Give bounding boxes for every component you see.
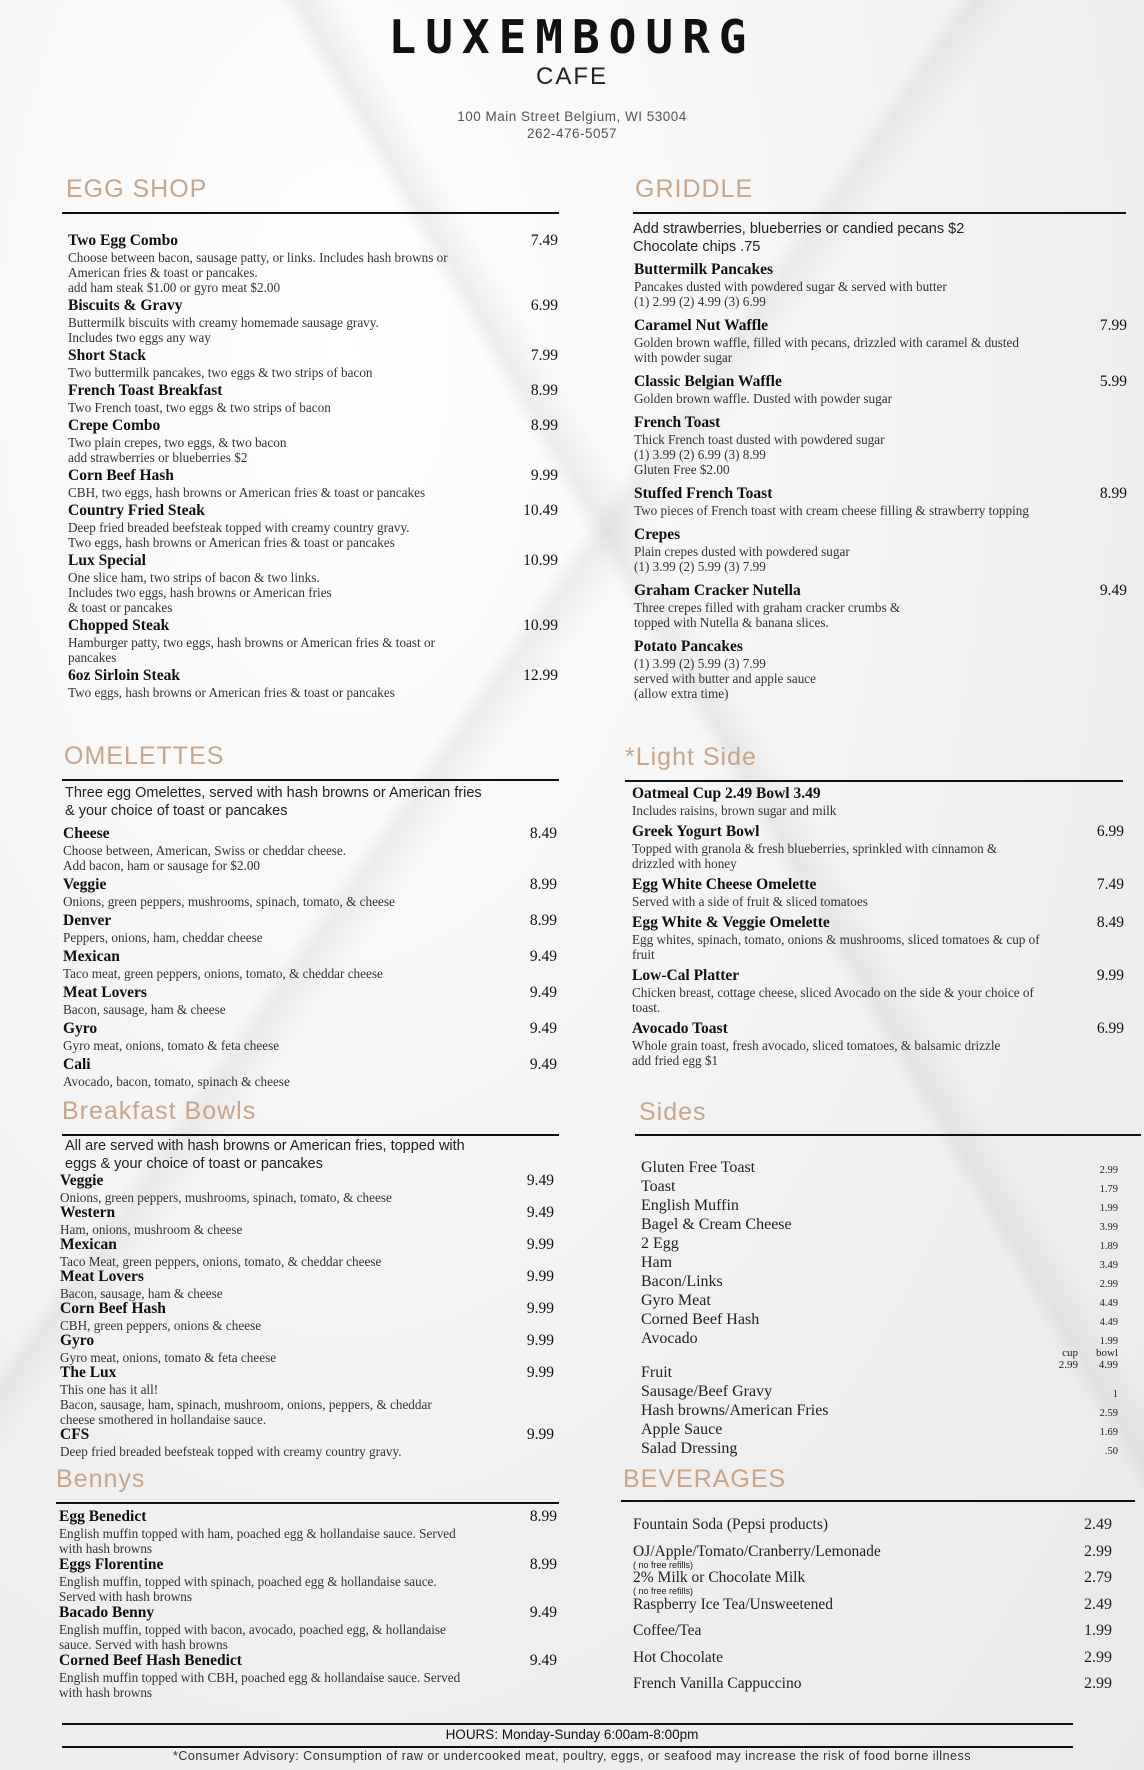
side-price: 1.89: [1099, 1241, 1118, 1252]
menu-item-description: Served with hash browns: [59, 1589, 192, 1604]
section-rule: [62, 1134, 559, 1136]
menu-item: [634, 373, 1127, 406]
menu-item-price: 6.99: [530, 297, 558, 314]
menu-item: [60, 1300, 554, 1333]
menu-item-name: Corn Beef Hash: [68, 467, 174, 484]
menu-item-price: 9.49: [529, 1020, 557, 1037]
bowls-intro: All are served with hash browns or American fries, topped with eggs & your choice of toast or pancakes: [65, 1138, 465, 1172]
menu-item-description: add strawberries or blueberries $2: [68, 450, 248, 465]
side-name: English Muffin: [641, 1197, 739, 1214]
menu-item-description: Gyro meat, onions, tomato & feta cheese: [60, 1350, 277, 1365]
menu-item: [632, 914, 1124, 962]
menu-item-name: Country Fried Steak: [68, 502, 205, 519]
menu-item-description: One slice ham, two strips of bacon & two links.: [68, 570, 320, 585]
menu-item-description: Bacon, sausage, ham & cheese: [60, 1286, 223, 1301]
side-name: Salad Dressing: [641, 1440, 738, 1457]
menu-item-name: Classic Belgian Waffle: [634, 373, 782, 390]
menu-item-description: Golden brown waffle. Dusted with powder sugar: [634, 391, 892, 406]
beverage-note: ( no free refills): [633, 1586, 694, 1596]
menu-item: [60, 1236, 554, 1269]
menu-item-description: with powder sugar: [634, 350, 733, 365]
menu-item: [59, 1604, 557, 1652]
menu-item-price: 9.49: [1099, 582, 1127, 599]
menu-item-description: Plain crepes dusted with powdered sugar: [634, 544, 850, 559]
fruit-cup: cup 2.99: [1058, 1347, 1078, 1371]
menu-item-price: 7.49: [1096, 876, 1124, 893]
menu-item-name: Gyro: [60, 1332, 95, 1349]
menu-item: [68, 617, 558, 665]
side-name: Apple Sauce: [641, 1421, 723, 1438]
menu-item-price: 8.49: [1096, 914, 1124, 931]
section-title-beverages: BEVERAGES: [623, 1465, 787, 1493]
section-title-breakfast-bowls: Breakfast Bowls: [62, 1097, 257, 1125]
menu-item-name: Meat Lovers: [63, 984, 147, 1001]
menu-item-description: add ham steak $1.00 or gyro meat $2.00: [68, 280, 281, 295]
menu-item-name: The Lux: [60, 1364, 117, 1381]
side-row: [641, 1401, 1118, 1420]
side-name: Gyro Meat: [641, 1292, 711, 1309]
menu-item: [68, 467, 558, 500]
side-row: [641, 1420, 1118, 1439]
menu-item: [68, 232, 558, 295]
section-rule: [633, 212, 1126, 214]
menu-item-name: Veggie: [63, 876, 107, 893]
menu-item: [68, 347, 558, 380]
section-rule: [56, 1502, 559, 1504]
side-row: [641, 1215, 1118, 1234]
menu-item-description: sauce. Served with hash browns: [59, 1637, 228, 1652]
menu-item: [634, 638, 1127, 701]
menu-item-price: 7.99: [530, 347, 558, 364]
menu-item-name: Corned Beef Hash Benedict: [59, 1652, 242, 1669]
menu-item-description: (1) 3.99 (2) 5.99 (3) 7.99: [634, 559, 766, 574]
beverage-price: 1.99: [1084, 1622, 1112, 1639]
menu-item-description: Gluten Free $2.00: [634, 462, 730, 477]
section-title-griddle: GRIDDLE: [635, 175, 754, 203]
side-row: [641, 1158, 1118, 1177]
menu-item-price: 8.99: [1099, 485, 1127, 502]
side-price: 2.99: [1099, 1279, 1118, 1290]
menu-item-name: Low-Cal Platter: [632, 967, 740, 984]
side-price: 1.99: [1099, 1203, 1118, 1214]
menu-item: [60, 1364, 554, 1427]
menu-item: [634, 582, 1127, 630]
menu-item-description: (1) 3.99 (2) 5.99 (3) 7.99: [634, 656, 766, 671]
section-rule: [62, 779, 559, 781]
menu-item: [68, 502, 558, 550]
menu-item-description: Includes raisins, brown sugar and milk: [632, 803, 837, 818]
menu-item: [63, 984, 557, 1017]
side-row: [641, 1291, 1118, 1310]
section-title-omelettes: OMELETTES: [64, 742, 225, 770]
menu-item-price: 9.99: [526, 1268, 554, 1285]
menu-item-name: Stuffed French Toast: [634, 485, 773, 502]
menu-item-description: Thick French toast dusted with powdered sugar: [634, 432, 885, 447]
menu-item: [63, 1056, 557, 1089]
menu-item-description: with hash browns: [59, 1685, 153, 1700]
menu-item-description: English muffin topped with ham, poached egg & hollandaise sauce. Served: [59, 1526, 456, 1541]
menu-item-price: 9.99: [526, 1332, 554, 1349]
beverage-name: Raspberry Ice Tea/Unsweetened: [633, 1595, 834, 1613]
menu-item-price: 8.99: [530, 382, 558, 399]
menu-item-price: 9.49: [526, 1172, 554, 1189]
menu-item-name: Avocado Toast: [632, 1020, 728, 1037]
menu-item-name: Cali: [63, 1056, 91, 1073]
menu-item-description: with hash browns: [59, 1541, 153, 1556]
side-price: 2.59: [1099, 1408, 1118, 1419]
section-rule: [621, 1500, 1135, 1502]
beverage-row: [633, 1516, 1112, 1543]
menu-item-description: Add bacon, ham or sausage for $2.00: [63, 858, 261, 873]
menu-item-description: Taco Meat, green peppers, onions, tomato, & cheddar cheese: [60, 1254, 382, 1269]
egg-shop-list: [68, 232, 558, 700]
menu-item-description: Two buttermilk pancakes, two eggs & two strips of bacon: [68, 365, 373, 380]
menu-item-name: Gyro: [63, 1020, 98, 1037]
menu-item-description: fruit: [632, 947, 655, 962]
menu-item-price: 9.49: [526, 1204, 554, 1221]
beverage-price: 2.99: [1084, 1648, 1112, 1666]
menu-item-name: Mexican: [60, 1236, 117, 1253]
side-price: 3.49: [1099, 1260, 1118, 1271]
menu-item-description: cheese smothered in hollandaise sauce.: [60, 1412, 267, 1427]
side-name: Sausage/Beef Gravy: [641, 1383, 773, 1400]
menu-item: [634, 414, 1127, 477]
menu-item-name: Veggie: [60, 1172, 104, 1189]
menu-item-description: CBH, two eggs, hash browns or American fries & toast or pancakes: [68, 485, 426, 500]
menu-item-price: 10.49: [523, 502, 558, 519]
menu-item-price: 8.99: [529, 876, 557, 893]
menu-item-description: Includes two eggs, hash browns or American fries: [68, 585, 332, 600]
menu-item-description: & toast or pancakes: [68, 600, 173, 615]
menu-item-price: 9.99: [526, 1364, 554, 1381]
menu-item: [60, 1332, 554, 1365]
menu-item-price: 9.49: [529, 948, 557, 965]
side-row: [641, 1253, 1118, 1272]
menu-item-description: (1) 2.99 (2) 4.99 (3) 6.99: [634, 294, 766, 309]
menu-item-description: Bacon, sausage, ham & cheese: [63, 1002, 226, 1017]
menu-item-name: Egg White Cheese Omelette: [632, 876, 817, 893]
side-name: Avocado: [641, 1330, 698, 1347]
menu-item-price: 9.49: [529, 1056, 557, 1073]
restaurant-name: LUXEMBOURG: [388, 10, 756, 64]
menu-item-name: Lux Special: [68, 552, 146, 569]
menu-item-price: 8.99: [529, 912, 557, 929]
menu-item-description: served with butter and apple sauce: [634, 671, 816, 686]
menu-item-description: Bacon, sausage, ham, spinach, mushroom, onions, peppers, & cheddar: [60, 1397, 432, 1412]
menu-item-price: 9.99: [526, 1426, 554, 1443]
menu-item: [60, 1426, 554, 1459]
menu-item: [59, 1652, 557, 1700]
side-name: Bacon/Links: [641, 1273, 723, 1290]
menu-item-price: 8.49: [529, 825, 557, 842]
menu-item: [632, 1020, 1124, 1068]
menu-item-description: Two pieces of French toast with cream cheese filling & strawberry topping: [634, 503, 1029, 518]
beverage-price: 2.99: [1084, 1675, 1112, 1692]
section-title-sides: Sides: [639, 1098, 707, 1126]
menu-item-price: 10.99: [523, 552, 558, 569]
menu-item-description: Hamburger patty, two eggs, hash browns or American fries & toast or: [68, 635, 435, 650]
side-row-fruit: Fruit cup 2.99 bowl 4.99: [641, 1347, 1118, 1381]
side-price: 3.99: [1099, 1222, 1118, 1233]
menu-item-description: Includes two eggs any way: [68, 330, 211, 345]
menu-item-description: Onions, green peppers, mushrooms, spinach, tomato, & cheese: [60, 1190, 392, 1205]
beverage-price: 2.99: [1084, 1542, 1112, 1560]
menu-item-name: French Toast Breakfast: [68, 382, 223, 399]
menu-item-name: Greek Yogurt Bowl: [632, 823, 760, 840]
menu-item-name: Crepes: [634, 526, 681, 543]
menu-item-price: 6.99: [1096, 823, 1124, 840]
beverage-name: Fountain Soda (Pepsi products): [633, 1516, 829, 1533]
menu-item: [60, 1204, 554, 1237]
menu-item-description: Two eggs, hash browns or American fries & toast or pancakes: [68, 535, 395, 550]
beverage-row: [633, 1675, 1112, 1702]
beverage-name: OJ/Apple/Tomato/Cranberry/Lemonade: [633, 1542, 881, 1560]
menu-item-description: Two eggs, hash browns or American fries & toast or pancakes: [68, 685, 395, 700]
menu-item-description: Deep fried breaded beefsteak topped with creamy country gravy.: [60, 1444, 402, 1459]
menu-item-name: Crepe Combo: [68, 417, 161, 434]
side-price: 1.79: [1099, 1184, 1118, 1195]
side-price: 2.99: [1099, 1165, 1118, 1176]
menu-item: [634, 526, 1127, 574]
menu-item-description: Chicken breast, cottage cheese, sliced Avocado on the side & your choice of: [632, 985, 1034, 1000]
menu-item-name: Egg Benedict: [59, 1508, 147, 1525]
footer-advisory: *Consumer Advisory: Consumption of raw or undercooked meat, poultry, eggs, or seafood may increase the risk of food borne illness: [173, 1749, 971, 1763]
menu-item-name: Buttermilk Pancakes: [634, 261, 774, 278]
menu-item-price: 12.99: [523, 667, 558, 684]
side-price: 1.99: [1099, 1336, 1118, 1347]
beverage-row: [633, 1622, 1112, 1649]
menu-item-name: Mexican: [63, 948, 120, 965]
menu-item-name: French Toast: [634, 414, 721, 431]
menu-item-description: CBH, green peppers, onions & cheese: [60, 1318, 262, 1333]
menu-item: [68, 417, 558, 465]
menu-item-description: This one has it all!: [60, 1382, 159, 1397]
menu-item: [60, 1268, 554, 1301]
menu-item-price: 8.99: [529, 1508, 557, 1525]
menu-item-description: Ham, onions, mushroom & cheese: [60, 1222, 243, 1237]
omelettes-intro: Three egg Omelettes, served with hash browns or American fries & your choice of toast or pancakes: [65, 785, 482, 819]
griddle-list: [634, 261, 1127, 701]
menu-item-name: Egg White & Veggie Omelette: [632, 914, 830, 931]
side-name: Hash browns/American Fries: [641, 1402, 829, 1419]
menu-item: [632, 823, 1124, 871]
section-rule: [625, 780, 1123, 782]
beverage-name: French Vanilla Cappuccino: [633, 1675, 802, 1692]
section-title-light-side: *Light Side: [625, 743, 757, 771]
menu-item-description: Three crepes filled with graham cracker crumbs &: [634, 600, 901, 615]
menu-item: [59, 1556, 557, 1604]
beverage-row: [633, 1569, 1112, 1596]
menu-item-description: Gyro meat, onions, tomato & feta cheese: [63, 1038, 280, 1053]
restaurant-subtitle: CAFE: [535, 63, 608, 90]
beverage-name: Hot Chocolate: [633, 1648, 723, 1666]
light-side-list: [632, 785, 1124, 1068]
footer-rule-bottom: [62, 1746, 1073, 1748]
menu-item-name: Short Stack: [68, 347, 146, 364]
menu-item-description: drizzled with honey: [632, 856, 737, 871]
menu-item: [634, 317, 1127, 365]
menu-item-name: Denver: [63, 912, 112, 929]
side-row: [641, 1177, 1118, 1196]
menu-item-description: English muffin topped with CBH, poached egg & hollandaise sauce. Served: [59, 1670, 461, 1685]
section-rule: [62, 212, 559, 214]
menu-item-name: Cheese: [63, 825, 110, 842]
menu-item: [68, 552, 558, 615]
menu-item-name: Oatmeal Cup 2.49 Bowl 3.49: [632, 785, 821, 802]
menu-item-description: Deep fried breaded beefsteak topped with creamy country gravy.: [68, 520, 410, 535]
menu-item-price: 5.99: [1099, 373, 1127, 390]
fruit-bowl: bowl 4.99: [1096, 1347, 1118, 1371]
menu-item: [63, 876, 557, 909]
section-title-egg-shop: EGG SHOP: [66, 175, 208, 203]
menu-item-price: 10.99: [523, 617, 558, 634]
menu-item: [634, 261, 1127, 309]
menu-item-description: Golden brown waffle, filled with pecans, drizzled with caramel & dusted: [634, 335, 1020, 350]
menu-item-price: 8.99: [530, 417, 558, 434]
menu-item: [60, 1172, 554, 1205]
menu-item-description: Choose between, American, Swiss or cheddar cheese.: [63, 843, 347, 858]
menu-item-description: pancakes: [68, 650, 117, 665]
side-row: [641, 1310, 1118, 1329]
menu-item: [68, 667, 558, 700]
menu-item-name: Two Egg Combo: [68, 232, 178, 249]
omelettes-list: [63, 825, 557, 1089]
side-price: 4.49: [1099, 1317, 1118, 1328]
menu-item-name: Bacado Benny: [59, 1604, 155, 1621]
menu-item-description: topped with Nutella & banana slices.: [634, 615, 829, 630]
menu-item-name: Biscuits & Gravy: [68, 297, 183, 314]
menu-item-name: Caramel Nut Waffle: [634, 317, 769, 334]
menu-item: [63, 912, 557, 945]
beverage-row: [633, 1596, 1112, 1623]
menu-item-description: Avocado, bacon, tomato, spinach & cheese: [63, 1074, 290, 1089]
menu-item-name: Meat Lovers: [60, 1268, 144, 1285]
menu-item-description: toast.: [632, 1000, 661, 1015]
menu-item-name: Eggs Florentine: [59, 1556, 164, 1573]
menu-item-description: American fries & toast or pancakes.: [68, 265, 258, 280]
side-row: [641, 1272, 1118, 1291]
menu-item: [68, 382, 558, 415]
menu-item-description: Choose between bacon, sausage patty, or links. Includes hash browns or: [68, 250, 448, 265]
menu-item-description: Taco meat, green peppers, onions, tomato, & cheddar cheese: [63, 966, 383, 981]
beverage-price: 2.79: [1084, 1569, 1112, 1586]
menu-item-price: 9.99: [526, 1236, 554, 1253]
section-title-bennys: Bennys: [56, 1465, 146, 1493]
menu-item-price: 9.49: [529, 984, 557, 1001]
side-price: .50: [1104, 1446, 1118, 1457]
menu-item-name: Graham Cracker Nutella: [634, 582, 801, 599]
menu-item: [632, 876, 1124, 909]
menu-item-price: 7.49: [530, 232, 558, 249]
footer-rule-top: [62, 1723, 1073, 1725]
bowls-list: [60, 1172, 554, 1459]
menu-item: [632, 967, 1124, 1015]
bennys-list: [59, 1508, 557, 1700]
restaurant-phone: 262-476-5057: [526, 126, 618, 141]
side-name: Ham: [641, 1254, 673, 1271]
menu-item-name: Chopped Steak: [68, 617, 170, 634]
beverage-price: 2.49: [1084, 1595, 1112, 1613]
restaurant-header: [0, 12, 1144, 142]
menu-item: [68, 297, 558, 345]
sides-list: [641, 1158, 1118, 1458]
side-name: Toast: [641, 1178, 676, 1195]
menu-item: [59, 1508, 557, 1556]
menu-item: [63, 1020, 557, 1053]
menu-item-name: Western: [60, 1204, 116, 1221]
menu-item-description: (allow extra time): [634, 686, 729, 701]
side-row: [641, 1196, 1118, 1215]
menu-item-description: add fried egg $1: [632, 1053, 719, 1068]
griddle-intro: Add strawberries, blueberries or candied pecans $2 Chocolate chips .75: [633, 221, 965, 255]
menu-item-price: 9.49: [529, 1604, 557, 1621]
beverage-note: ( no free refills): [633, 1559, 694, 1570]
menu-item-description: Egg whites, spinach, tomato, onions & mushrooms, sliced tomatoes & cup of: [632, 932, 1040, 947]
side-name: Gluten Free Toast: [641, 1159, 756, 1176]
side-price: 4.49: [1099, 1298, 1118, 1309]
menu-item-price: 9.99: [526, 1300, 554, 1317]
menu-item: [63, 948, 557, 981]
menu-item-name: 6oz Sirloin Steak: [68, 667, 180, 684]
menu-item-description: Buttermilk biscuits with creamy homemade sausage gravy.: [68, 315, 379, 330]
side-row: [641, 1439, 1118, 1458]
menu-item-description: Pancakes dusted with powdered sugar & served with butter: [634, 279, 947, 294]
side-price: 1: [1112, 1389, 1118, 1400]
menu-item-name: Corn Beef Hash: [60, 1300, 166, 1317]
menu-item-name: Potato Pancakes: [634, 638, 743, 655]
menu-item: [632, 785, 1124, 818]
beverage-row: [633, 1543, 1112, 1570]
beverages-list: [633, 1516, 1112, 1702]
menu-item-price: 9.99: [1096, 967, 1124, 984]
menu-item-name: CFS: [60, 1426, 90, 1443]
menu-item-price: 7.99: [1099, 317, 1127, 334]
menu-item-description: Onions, green peppers, mushrooms, spinach, tomato, & cheese: [63, 894, 395, 909]
menu-item-description: Served with a side of fruit & sliced tomatoes: [632, 894, 868, 909]
beverage-price: 2.49: [1084, 1516, 1112, 1533]
side-name: Bagel & Cream Cheese: [641, 1216, 792, 1233]
menu-item-description: Peppers, onions, ham, cheddar cheese: [63, 930, 263, 945]
menu-item: [63, 825, 557, 873]
menu-item-description: English muffin, topped with bacon, avocado, poached egg, & hollandaise: [59, 1622, 446, 1637]
menu-item-description: Whole grain toast, fresh avocado, sliced tomatoes, & balsamic drizzle: [632, 1038, 1001, 1053]
side-price: 1.69: [1099, 1427, 1118, 1438]
side-row: [641, 1234, 1118, 1253]
menu-item-price: 9.49: [529, 1652, 557, 1669]
beverage-name: Coffee/Tea: [633, 1622, 702, 1639]
menu-item-description: English muffin, topped with spinach, poached egg & hollandaise sauce.: [59, 1574, 437, 1589]
menu-item-description: Topped with granola & fresh blueberries, sprinkled with cinnamon &: [632, 841, 998, 856]
side-name: Corned Beef Hash: [641, 1311, 760, 1328]
beverage-row: [633, 1649, 1112, 1676]
menu-item-price: 9.99: [530, 467, 558, 484]
menu-item: [634, 485, 1127, 518]
section-rule: [635, 1134, 1141, 1136]
side-row: [641, 1329, 1118, 1348]
beverage-name: 2% Milk or Chocolate Milk: [633, 1569, 806, 1586]
menu-item-price: 8.99: [529, 1556, 557, 1573]
menu-item-price: 6.99: [1096, 1020, 1124, 1037]
side-row: [641, 1382, 1118, 1401]
menu-item-description: Two plain crepes, two eggs, & two bacon: [68, 435, 287, 450]
footer-hours: HOURS: Monday-Sunday 6:00am-8:00pm: [445, 1727, 699, 1742]
menu-item-description: (1) 3.99 (2) 6.99 (3) 8.99: [634, 447, 766, 462]
side-name: 2 Egg: [641, 1235, 679, 1252]
restaurant-address: 100 Main Street Belgium, WI 53004: [457, 109, 687, 124]
menu-item-description: Two French toast, two eggs & two strips of bacon: [68, 400, 331, 415]
